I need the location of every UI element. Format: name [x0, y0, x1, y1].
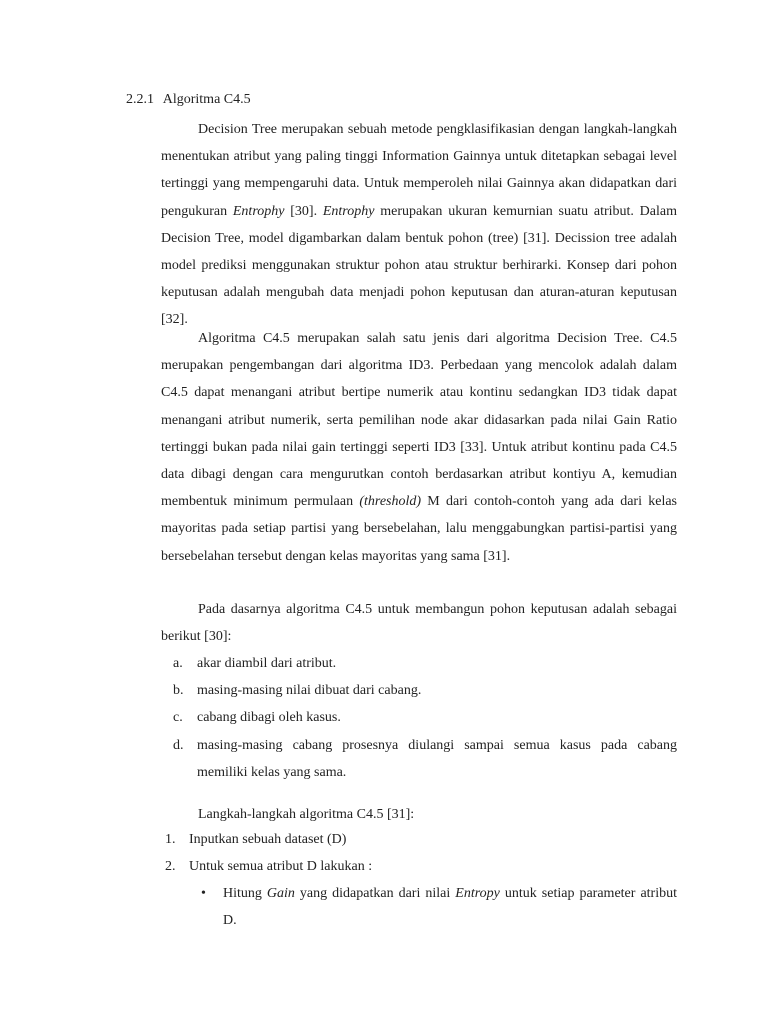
list-item-text: akar diambil dari atribut. — [197, 656, 337, 671]
numbered-list — [161, 826, 677, 880]
list-marker: c. — [173, 710, 183, 726]
bullet-italic-1: Gain — [266, 886, 295, 901]
steps-title: Langkah-langkah algoritma C4.5 [31]: — [198, 807, 415, 822]
list-item — [161, 826, 677, 853]
alpha-list — [161, 650, 677, 786]
para3-text: Pada dasarnya algoritma C4.5 untuk membangun pohon keputusan adalah sebagai berikut [30]: — [161, 602, 677, 645]
list-item — [161, 677, 677, 704]
bullet-text-2: yang didapatkan dari nilai — [294, 886, 456, 901]
para1-italic-1: Entrophy — [232, 203, 285, 219]
bullet-text-1: Hitung — [223, 886, 267, 901]
para1-text-3: merupakan ukuran kemurnian suatu atribut. Dalam Decision Tree, model digambarkan dalam bentuk pohon (tree) [31]. Decission tree adalah model prediksi menggunakan struktur pohon atau struktur berhirarki. Konsep dari pohon keputusan adalah mengubah data menjadi pohon keputusan dan aturan-aturan keputusan [32]. — [161, 203, 677, 328]
list-item — [161, 853, 677, 880]
list-marker: a. — [173, 656, 183, 671]
list-item-text: cabang dibagi oleh kasus. — [197, 710, 341, 726]
list-item — [201, 880, 677, 934]
para1-text-2: [30]. — [284, 203, 323, 219]
section-heading — [126, 92, 251, 108]
paragraph-c45 — [161, 325, 677, 570]
para1-italic-2: Entrophy — [322, 203, 375, 219]
section-number: 2.2.1 — [126, 92, 154, 107]
para2-text-2: M dari contoh-contoh yang ada dari kelas mayoritas pada setiap partisi yang bersebelahan, lalu menggabungkan partisi-partisi yang bersebelahan tersebut dengan kelas mayoritas yang sama [31]. — [161, 494, 677, 564]
list-item-text: masing-masing nilai dibuat dari cabang. — [197, 683, 422, 699]
list-marker: d. — [173, 737, 184, 753]
list-item-text: masing-masing cabang prosesnya diulangi sampai semua kasus pada cabang memiliki kelas yang sama. — [197, 737, 677, 780]
bullet-marker: • — [201, 886, 206, 901]
bullet-list — [201, 880, 677, 934]
list-item — [161, 650, 677, 677]
para1-text-1: Decision Tree merupakan sebuah metode pengklasifikasian dengan langkah-langkah menentukan atribut yang paling tinggi Information Gainnya untuk ditetapkan sebagai level tertinggi yang mempengaruhi data. Untuk memperoleh nilai Gainnya akan didapatkan dari pengukuran — [161, 122, 677, 219]
list-item — [161, 732, 677, 786]
section-title: Algoritma C4.5 — [162, 92, 251, 107]
bullet-text-3: untuk setiap parameter atribut D. — [223, 886, 677, 929]
bullet-italic-2: Entropy — [455, 886, 500, 901]
list-item-text: Inputkan sebuah dataset (D) — [189, 832, 347, 847]
para2-italic-1: (threshold) — [359, 494, 422, 510]
list-item — [161, 704, 677, 731]
para2-text-1: Algoritma C4.5 merupakan salah satu jenis dari algoritma Decision Tree. C4.5 merupakan pengembangan dari algoritma ID3. Perbedaan yang mencolok adalah dalam C4.5 dapat menangani atribut bertipe numerik atau kontinu sedangkan ID3 tidak dapat menangani atribut numerik, serta pemilihan node akar didasarkan pada nilai Gain Ratio tertinggi bukan pada nilai gain tertinggi seperti ID3 [33]. Untuk atribut kontinu pada C4.5 data dibagi dengan cara mengurutkan contoh berdasarkan atribut kontiyu A, kemudian membentuk minimum permulaan — [161, 331, 677, 510]
list-marker: 1. — [165, 832, 176, 847]
list-marker: b. — [173, 683, 184, 699]
paragraph-decision-tree — [161, 116, 677, 334]
list-item-text: Untuk semua atribut D lakukan : — [189, 859, 373, 875]
list-marker: 2. — [165, 859, 176, 875]
paragraph-basics — [161, 596, 677, 650]
